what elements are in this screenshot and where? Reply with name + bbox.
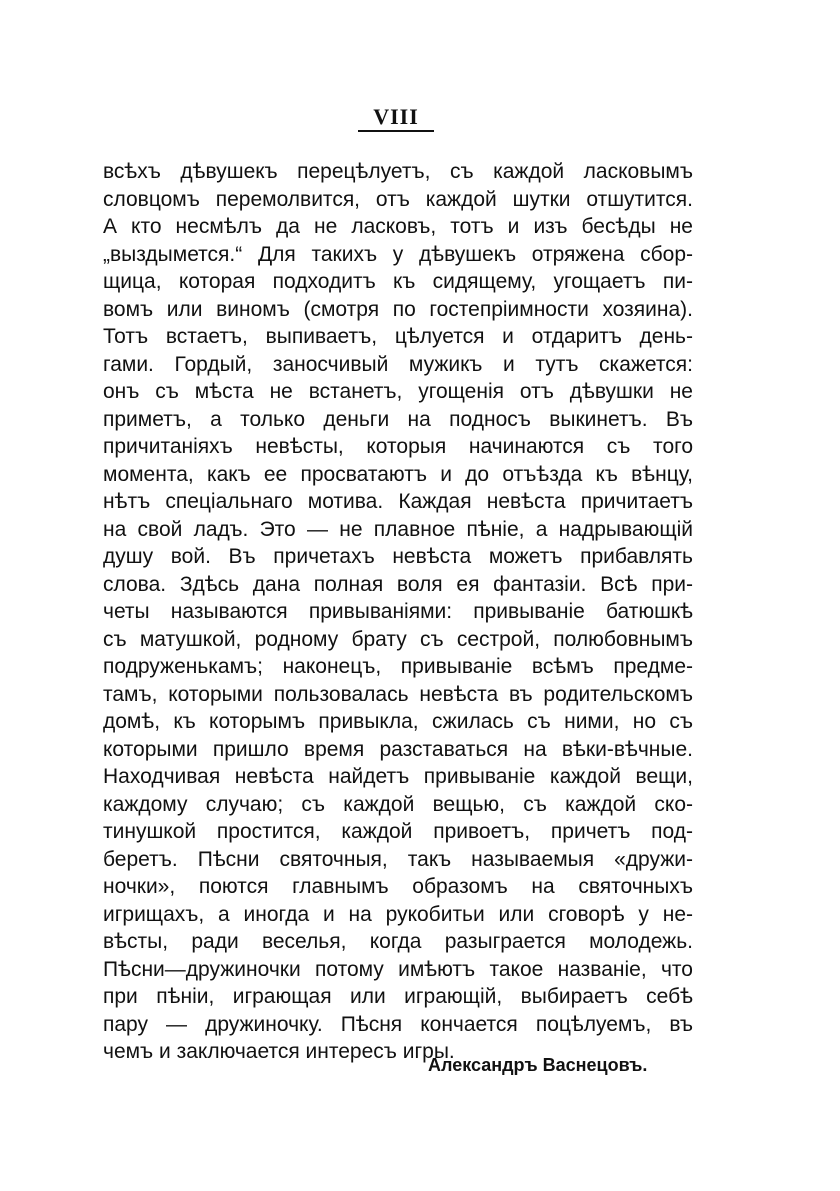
text-line: момента, какъ ее просватаютъ и до отъѣзда къ вѣнцу, bbox=[103, 462, 693, 486]
text-line: гами. Гордый, заносчивый мужикъ и тутъ скажется: bbox=[103, 352, 693, 376]
text-line: подруженькамъ; наконецъ, привываніе всѣмъ предме- bbox=[103, 655, 693, 678]
text-line: словцомъ перемолвится, отъ каждой шутки отшутится. bbox=[103, 187, 693, 211]
text-line: Пѣсни—дружиночки потому имѣютъ такое названіе, что bbox=[103, 957, 693, 981]
text-line: беретъ. Пѣсни святочныя, такъ называемыя «дружи- bbox=[103, 847, 693, 871]
text-line: причитаніяхъ невѣсты, которыя начинаются съ того bbox=[103, 435, 693, 458]
text-line: тамъ, которыми пользовалась невѣста въ родительскомъ bbox=[103, 682, 693, 706]
text-line: нѣтъ спеціальнаго мотива. Каждая невѣста причитаетъ bbox=[103, 490, 693, 513]
text-line: А кто несмѣлъ да не ласковъ, тотъ и изъ бесѣды не bbox=[103, 215, 693, 238]
text-line: слова. Здѣсь дана полная воля ея фантазіи. Всѣ при- bbox=[103, 572, 693, 596]
page-number: VIII bbox=[373, 104, 419, 129]
text-line: душу вой. Въ причетахъ невѣста можетъ прибавлять bbox=[103, 545, 693, 568]
text-line: съ матушкой, родному брату съ сестрой, полюбовнымъ bbox=[103, 627, 693, 651]
text-line: при пѣніи, играющая или играющій, выбираетъ себѣ bbox=[103, 985, 693, 1008]
body-text bbox=[103, 158, 693, 1066]
text-line: „выздымется.“ Для такихъ у дѣвушекъ отряжена сбор- bbox=[103, 242, 693, 266]
text-line: которыми пришло время разставаться на вѣки-вѣчные. bbox=[103, 737, 693, 761]
text-line: игрищахъ, а иногда и на рукобитьи или сговорѣ у не- bbox=[103, 902, 693, 926]
text-line: домѣ, къ которымъ привыкла, сжилась съ ними, но съ bbox=[103, 710, 693, 733]
page-number-underline bbox=[358, 130, 434, 132]
text-line: Находчивая невѣста найдетъ привываніе каждой вещи, bbox=[103, 765, 693, 788]
text-line: щица, которая подходитъ къ сидящему, угощаетъ пи- bbox=[103, 270, 693, 293]
text-line: ночки», поются главнымъ образомъ на святочныхъ bbox=[103, 875, 693, 898]
text-line: вѣсты, ради веселья, когда разыграется молодежь. bbox=[103, 930, 693, 953]
text-line: четы называются привываніями: привываніе батюшкѣ bbox=[103, 600, 693, 623]
text-line: всѣхъ дѣвушекъ перецѣлуетъ, съ каждой ласковымъ bbox=[103, 160, 693, 183]
text-line: пару — дружиночку. Пѣсня кончается поцѣлуемъ, въ bbox=[103, 1012, 693, 1036]
text-line: Тотъ встаетъ, выпиваетъ, цѣлуется и отдаритъ день- bbox=[103, 325, 693, 348]
text-line: тинушкой простится, каждой привоетъ, причетъ под- bbox=[103, 820, 693, 843]
text-line: приметъ, а только деньги на подносъ выкинетъ. Въ bbox=[103, 407, 693, 431]
text-line: онъ съ мѣста не встанетъ, угощенія отъ дѣвушки не bbox=[103, 380, 693, 403]
text-line: вомъ или виномъ (смотря по гостепріимности хозяина). bbox=[103, 297, 693, 321]
text-line: на свой ладъ. Это — не плавное пѣніе, а надрывающій bbox=[103, 517, 693, 541]
author-signature: Александръ Васнецовъ. bbox=[428, 1055, 648, 1075]
text-line-last: чемъ и заключается интересъ игры. bbox=[103, 1040, 455, 1063]
text-line: каждому случаю; съ каждой вещью, съ каждой ско- bbox=[103, 792, 693, 816]
